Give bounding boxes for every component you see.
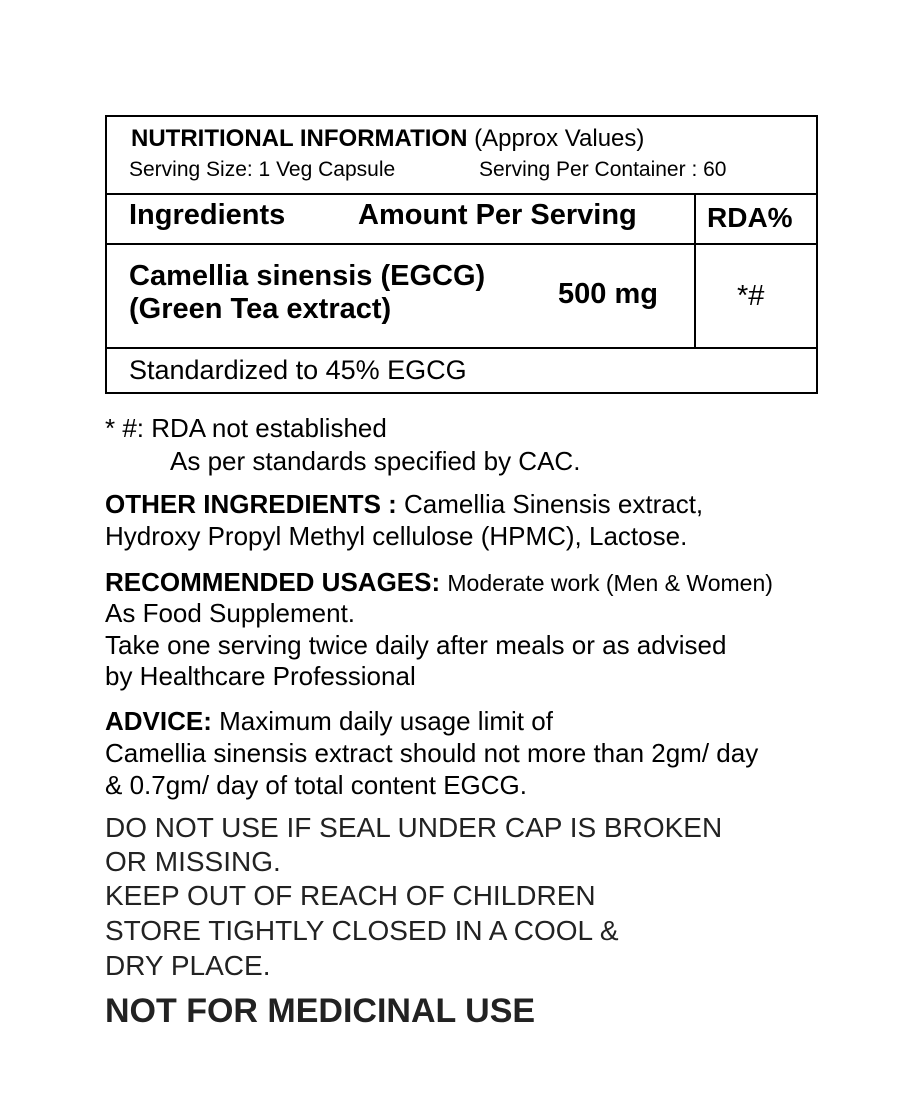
other-ingredients-label: OTHER INGREDIENTS : (105, 489, 397, 519)
warning-line: DO NOT USE IF SEAL UNDER CAP IS BROKEN (105, 812, 723, 843)
final-notice: NOT FOR MEDICINAL USE (105, 992, 536, 1030)
ingredient-name-line2: (Green Tea extract) (129, 293, 392, 325)
ingredient-amount: 500 mg (558, 278, 658, 310)
other-ingredients-line2: Hydroxy Propyl Methyl cellulose (HPMC), Lactose. (105, 521, 688, 551)
usage-line4: by Healthcare Professional (105, 661, 416, 691)
warning-line: DRY PLACE. (105, 950, 271, 981)
usage-line2: As Food Supplement. (105, 598, 356, 628)
footnote-line1: * #: RDA not established (105, 413, 387, 443)
nutrition-header (107, 117, 816, 195)
usage-text1: Moderate work (Men & Women) (447, 570, 773, 596)
other-ingredients-text1: Camellia Sinensis extract, (404, 489, 704, 519)
other-ingredients-line1 (105, 489, 703, 520)
column-header-row (107, 195, 816, 245)
advice-line3: & 0.7gm/ day of total content EGCG. (105, 770, 527, 800)
warning-line: KEEP OUT OF REACH OF CHILDREN (105, 880, 596, 911)
standardized-text: Standardized to 45% EGCG (129, 355, 467, 385)
warning-line: OR MISSING. (105, 846, 281, 877)
advice-line1 (105, 706, 553, 737)
warning-line: STORE TIGHTLY CLOSED IN A COOL & (105, 915, 619, 946)
advice-text1: Maximum daily usage limit of (219, 706, 553, 736)
ingredient-row (107, 245, 816, 349)
nutrition-title-note: (Approx Values) (474, 125, 645, 152)
advice-label: ADVICE: (105, 706, 212, 736)
footnote-line2: As per standards specified by CAC. (170, 446, 581, 476)
usage-line1 (105, 567, 773, 598)
column-rda: RDA% (707, 202, 793, 233)
advice-line2: Camellia sinensis extract should not more than 2gm/ day (105, 738, 759, 768)
nutrition-title-line (131, 125, 644, 153)
column-ingredients: Ingredients (129, 199, 286, 231)
serving-per-container: Serving Per Container : 60 (479, 158, 727, 181)
serving-size: Serving Size: 1 Veg Capsule (129, 158, 396, 181)
usage-label: RECOMMENDED USAGES: (105, 567, 441, 597)
usage-line3: Take one serving twice daily after meals or as advised (105, 630, 727, 660)
nutrition-table (105, 115, 818, 394)
nutrition-title: NUTRITIONAL INFORMATION (131, 125, 468, 152)
column-amount: Amount Per Serving (358, 199, 637, 231)
ingredient-rda: *# (737, 280, 765, 312)
ingredient-name-line1: Camellia sinensis (EGCG) (129, 260, 486, 292)
column-divider (694, 195, 696, 349)
standardized-row (107, 349, 816, 392)
